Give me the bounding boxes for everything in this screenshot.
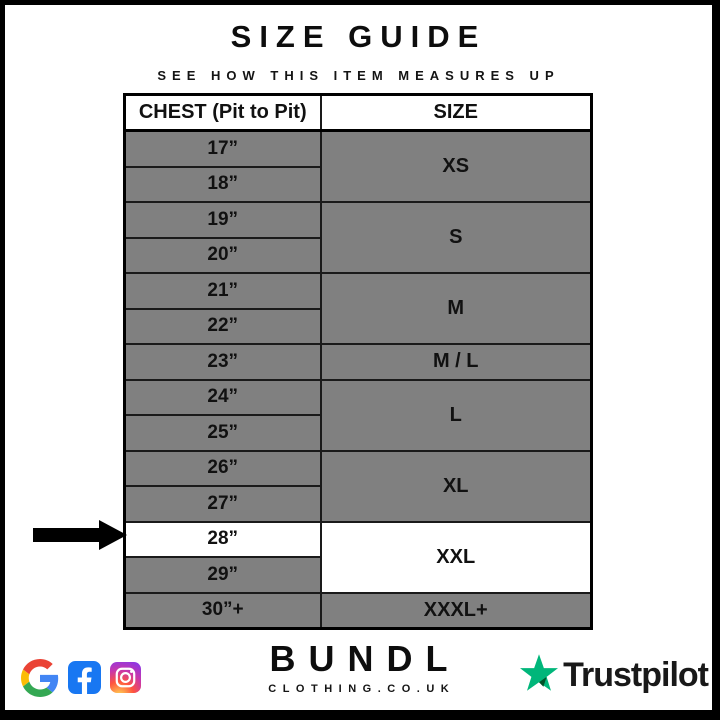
size-cell: XS	[321, 131, 592, 203]
brand-domain: CLOTHING.CO.UK	[268, 683, 456, 695]
size-cell: L	[321, 380, 592, 451]
size-cell: XL	[321, 451, 592, 522]
chest-cell: 29”	[125, 557, 321, 593]
chest-column-header: CHEST (Pit to Pit)	[125, 95, 321, 131]
chest-cell: 18”	[125, 167, 321, 203]
size-cell: S	[321, 202, 592, 273]
table-row	[125, 344, 592, 380]
size-cell-highlighted: XXL	[321, 522, 592, 593]
page-title: SIZE GUIDE	[230, 19, 487, 54]
size-cell: XXXL+	[321, 593, 592, 629]
chest-cell: 26”	[125, 451, 321, 487]
table-row	[125, 131, 592, 167]
table-row	[125, 380, 592, 416]
brand-logo	[268, 638, 461, 695]
trustpilot-logo	[520, 654, 708, 696]
trustpilot-label: Trustpilot	[563, 655, 708, 694]
table-row	[125, 451, 592, 487]
chest-cell: 30”+	[125, 593, 321, 629]
chest-cell: 22”	[125, 309, 321, 345]
chest-cell: 20”	[125, 238, 321, 274]
chest-cell-highlighted: 28”	[125, 522, 321, 558]
arrow-right-icon	[33, 519, 127, 556]
trustpilot-star-icon	[520, 654, 558, 696]
chest-cell: 25”	[125, 415, 321, 451]
facebook-icon	[68, 661, 101, 699]
table-row	[125, 273, 592, 309]
social-icons	[21, 660, 141, 700]
size-column-header: SIZE	[321, 95, 592, 131]
chest-cell: 23”	[125, 344, 321, 380]
instagram-icon	[110, 662, 141, 698]
size-guide-table	[123, 93, 593, 630]
table-row	[125, 202, 592, 238]
table-row	[125, 593, 592, 629]
google-icon	[21, 659, 59, 702]
brand-name: BUNDL	[269, 638, 461, 679]
page-subtitle: SEE HOW THIS ITEM MEASURES UP	[157, 68, 560, 83]
chest-cell: 21”	[125, 273, 321, 309]
chest-cell: 24”	[125, 380, 321, 416]
chest-cell: 27”	[125, 486, 321, 522]
size-cell: M	[321, 273, 592, 344]
size-cell: M / L	[321, 344, 592, 380]
table-row-highlighted	[125, 522, 592, 558]
chest-cell: 19”	[125, 202, 321, 238]
table-header-row	[125, 95, 592, 131]
chest-cell: 17”	[125, 131, 321, 167]
